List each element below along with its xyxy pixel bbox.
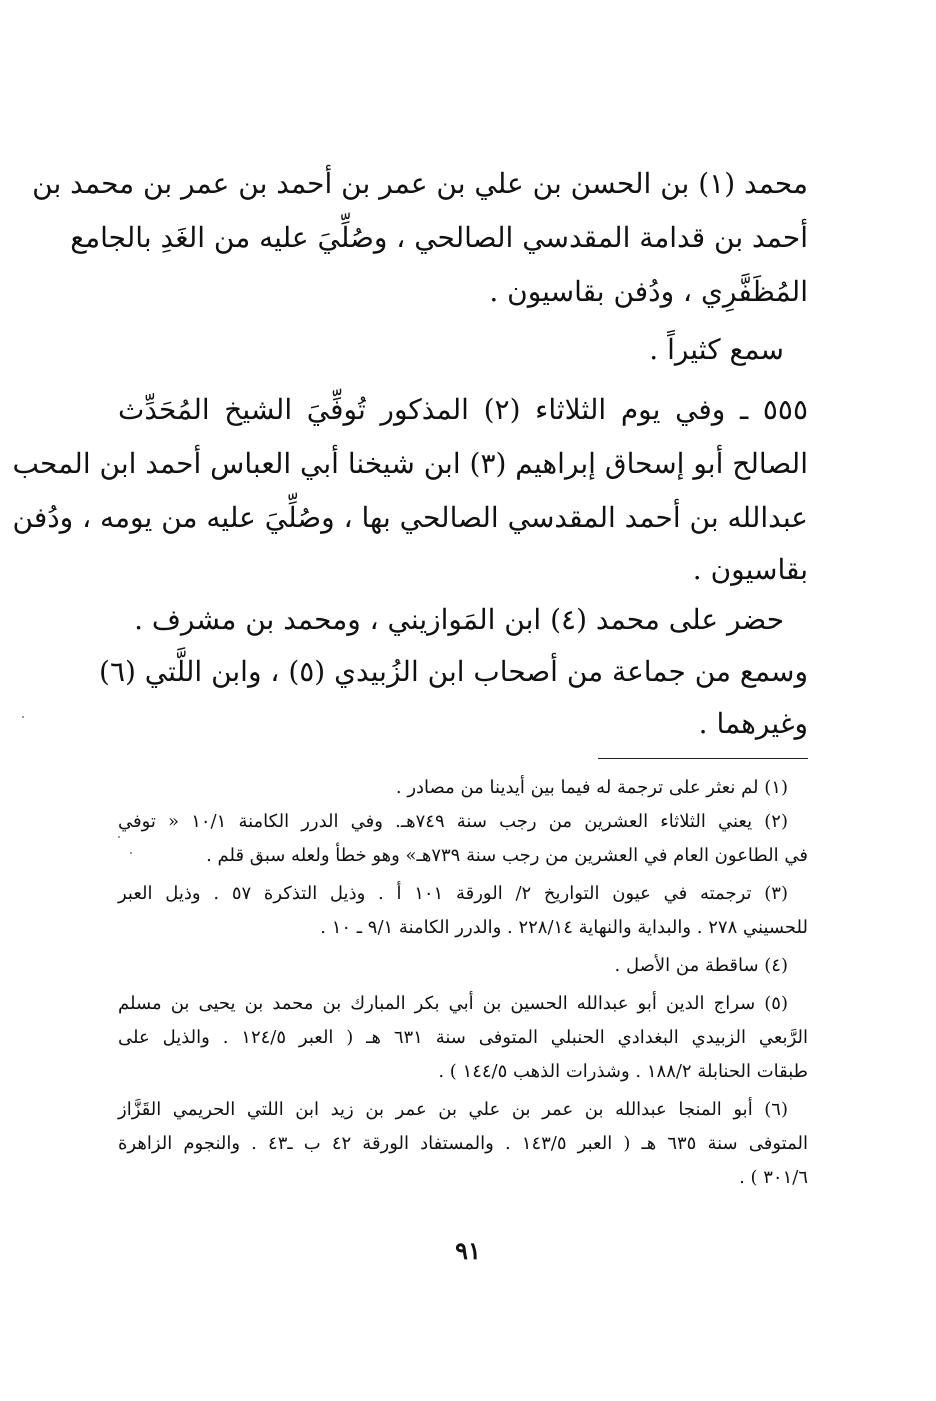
footnote-line: المتوفى سنة ٦٣٥ هـ ( العبر ١٤٣/٥ . والمستفاد الورقة ٤٢ ب ـ٤٣ . والنجوم الزاهرة: [118, 1133, 808, 1154]
footnote-line: (١) لم نعثر على ترجمة له فيما بين أيدينا من مصادر .: [395, 777, 788, 798]
text-line: وغيرهما .: [698, 707, 808, 740]
footnote-line: (٤) ساقطة من الأصل .: [614, 955, 788, 976]
text-line: المُظَفَّرِي ، ودُفن بقاسيون .: [489, 275, 808, 308]
footnote-line: في الطاعون العام في العشرين من رجب سنة ٧٣٩هـ» وهو خطأ ولعله سبق قلم .: [206, 845, 808, 866]
text-line: حضر على محمد (٤) ابن المَوازيني ، ومحمد بن مشرف .: [134, 603, 784, 636]
footnote-line: (٣) ترجمته في عيون التواريخ ٢/ الورقة ١٠١ أ . وذيل التذكرة ٥٧ . وذيل العبر: [118, 883, 788, 904]
footnote-line: الرَّبعي الزبيدي البغدادي الحنبلي المتوفى سنة ٦٣١ هـ ( العبر ١٢٤/٥ . والذيل على: [118, 1027, 808, 1048]
text-line: الصالح أبو إسحاق إبراهيم (٣) ابن شيخنا أبي العباس أحمد ابن المحب: [12, 447, 808, 480]
footnote-separator: [598, 758, 808, 759]
scan-speck: [22, 716, 24, 718]
footnote-line: طبقات الحنابلة ١٨٨/٢ . وشذرات الذهب ١٤٤/٥ ) .: [438, 1061, 808, 1082]
text-line: أحمد بن قدامة المقدسي الصالحي ، وصُلِّيَ عليه من الغَدِ بالجامع: [70, 221, 808, 254]
footnote-line: (٢) يعني الثلاثاء العشرين من رجب سنة ٧٤٩هـ. وفي الدرر الكامنة ١٠/١ « توفي: [118, 811, 788, 832]
entry-555-heading: ٥٥٥ ـ وفي يوم الثلاثاء (٢) المذكور تُوفِّيَ الشيخ المُحَدِّث: [118, 393, 808, 426]
footnote-line: ٣٠١/٦ ) .: [739, 1167, 808, 1188]
text-line: وسمع من جماعة من أصحاب ابن الزُبيدي (٥) ، وابن اللَّتي (٦): [99, 655, 808, 688]
text-line: سمع كثيراً .: [649, 333, 784, 366]
footnote-line: للحسيني ٢٧٨ . والبداية والنهاية ٢٢٨/١٤ . والدرر الكامنة ٩/١ ـ ١٠ .: [320, 917, 808, 938]
footnote-line: (٦) أبو المنجا عبدالله بن عمر بن علي بن عمر بن زيد ابن اللتي الحريمي القَزَّاز: [118, 1099, 788, 1120]
text-line: محمد (١) بن الحسن بن علي بن عمر بن أحمد بن عمر بن محمد بن: [32, 167, 808, 200]
footnote-line: (٥) سراج الدين أبو عبدالله الحسين بن أبي بكر المبارك بن محمد بن يحيى بن مسلم: [118, 993, 788, 1014]
scan-speck: [118, 836, 120, 838]
text-line: عبدالله بن أحمد المقدسي الصالحي بها ، وصُلِّيَ عليه من يومه ، ودُفن: [12, 501, 808, 534]
text-line: بقاسيون .: [692, 553, 808, 586]
scan-speck: [130, 852, 132, 854]
page-number: ٩١: [455, 1236, 481, 1265]
